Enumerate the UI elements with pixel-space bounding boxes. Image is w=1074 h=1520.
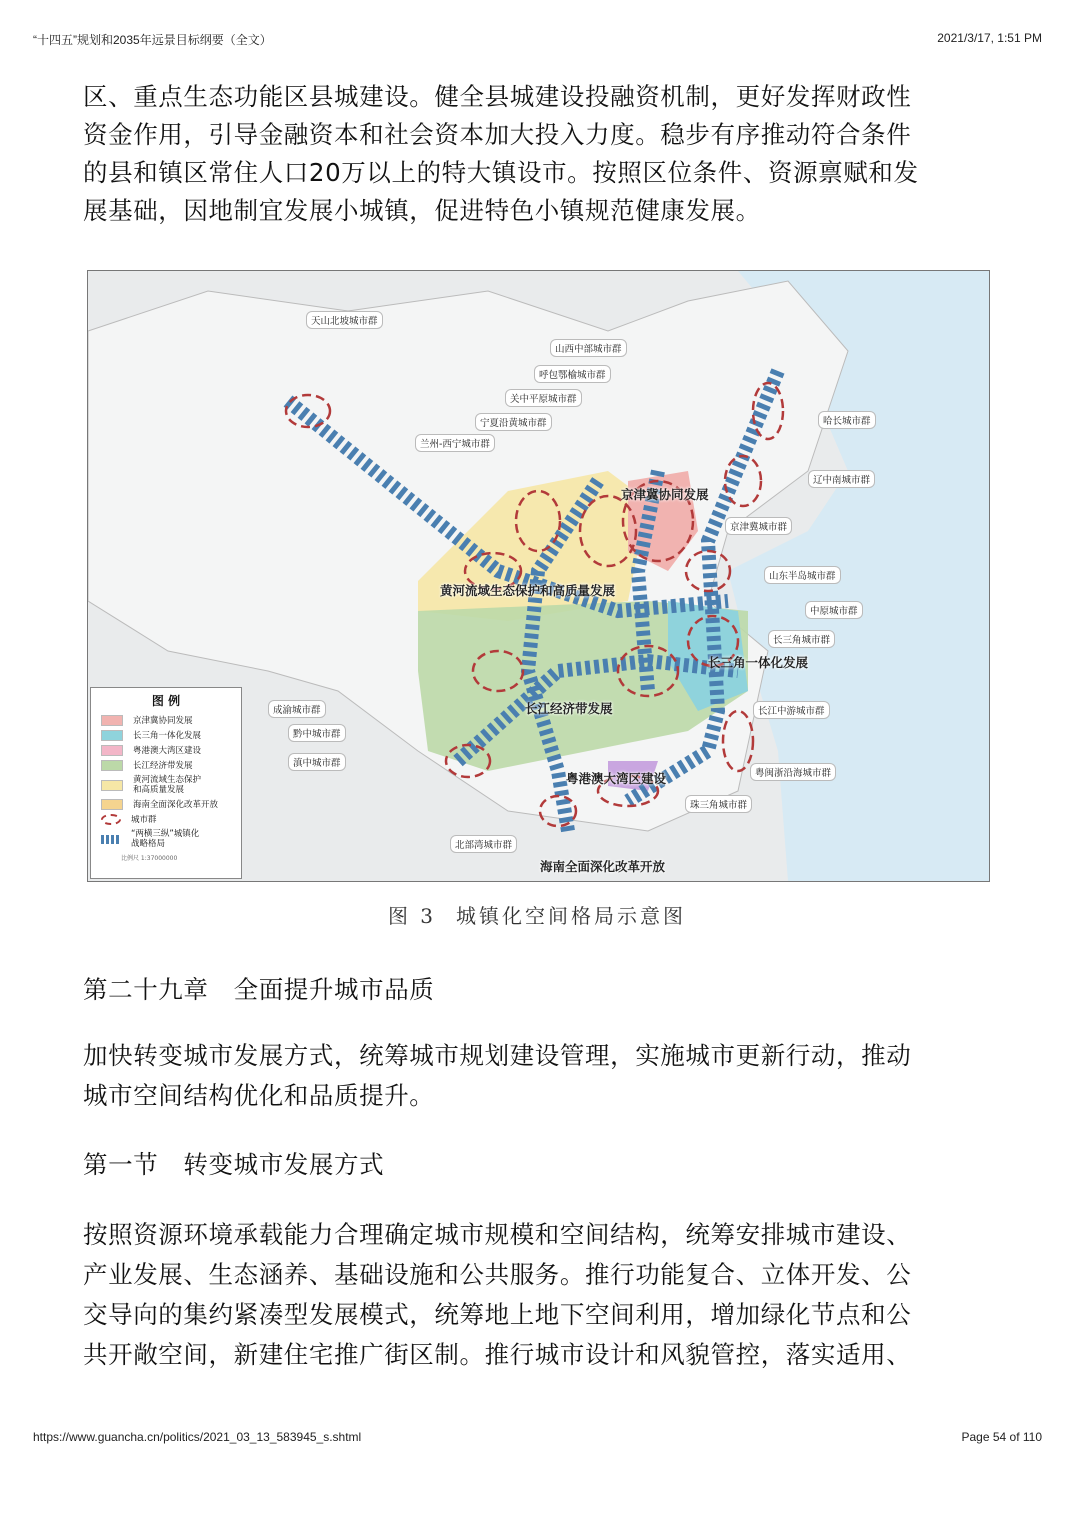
legend-item bbox=[101, 814, 241, 825]
city-cluster-label: 成渝城市群 bbox=[268, 700, 326, 718]
city-cluster-label: 呼包鄂榆城市群 bbox=[534, 365, 611, 383]
region-label: 长江经济带发展 bbox=[525, 701, 613, 716]
print-header-datetime: 2021/3/17, 1:51 PM bbox=[937, 31, 1042, 45]
map-legend bbox=[90, 687, 242, 879]
figure-number: 图 3 bbox=[387, 904, 437, 928]
text-line: 资金作用，引导金融资本和社会资本加大投入力度。稳步有序推动符合条件 bbox=[83, 120, 912, 149]
city-cluster-label: 滇中城市群 bbox=[288, 753, 346, 771]
region-label: 京津冀协同发展 bbox=[621, 487, 709, 502]
legend-scale: 比例尺 1:37000000 bbox=[121, 855, 178, 862]
legend-label: 长江经济带发展 bbox=[133, 760, 193, 771]
text-line: 加快转变城市发展方式，统筹城市规划建设管理，实施城市更新行动，推动 bbox=[83, 1041, 912, 1070]
figure-caption bbox=[0, 900, 1074, 929]
city-cluster-label: 宁夏沿黄城市群 bbox=[475, 413, 552, 431]
legend-item bbox=[101, 745, 241, 756]
city-cluster-label: 关中平原城市群 bbox=[505, 389, 582, 407]
city-cluster-label: 山西中部城市群 bbox=[550, 339, 627, 357]
text-line: 共开敞空间，新建住宅推广街区制。推行城市设计和风貌管控，落实适用、 bbox=[83, 1340, 912, 1369]
city-cluster-label: 京津冀城市群 bbox=[725, 517, 792, 535]
text-line: 按照资源环境承载能力合理确定城市规模和空间结构，统筹安排城市建设、 bbox=[83, 1220, 912, 1249]
legend-item bbox=[101, 730, 241, 741]
legend-label: “两横三纵”城镇化战略格局 bbox=[131, 829, 200, 849]
city-cluster-label: 长江中游城市群 bbox=[753, 701, 830, 719]
legend-item bbox=[101, 715, 241, 726]
print-footer-page: Page 54 of 110 bbox=[961, 1430, 1042, 1444]
city-cluster-label: 天山北坡城市群 bbox=[306, 311, 383, 329]
text-line: 区、重点生态功能区县城建设。健全县城建设投融资机制，更好发挥财政性 bbox=[83, 82, 912, 111]
text-line: 产业发展、生态涵养、基础设施和公共服务。推行功能复合、立体开发、公 bbox=[83, 1260, 912, 1289]
city-cluster-label: 辽中南城市群 bbox=[808, 470, 875, 488]
section-heading: 第一节 转变城市发展方式 bbox=[83, 1150, 385, 1179]
figure-title: 城镇化空间格局示意图 bbox=[456, 904, 687, 928]
city-cluster-label: 长三角城市群 bbox=[768, 630, 835, 648]
urbanization-map bbox=[87, 270, 990, 882]
print-footer-url: https://www.guancha.cn/politics/2021_03_13_583945_s.shtml bbox=[33, 1430, 362, 1444]
legend-item bbox=[101, 775, 241, 795]
city-cluster-label: 山东半岛城市群 bbox=[764, 566, 841, 584]
text-line: 的县和镇区常住人口20万以上的特大镇设市。按照区位条件、资源禀赋和发 bbox=[83, 158, 919, 187]
region-label: 粤港澳大湾区建设 bbox=[566, 771, 667, 786]
city-cluster-label: 粤闽浙沿海城市群 bbox=[750, 763, 836, 781]
text-line: 交导向的集约紧凑型发展模式，统筹地上地下空间利用，增加绿化节点和公 bbox=[83, 1300, 912, 1329]
legend-label: 长三角一体化发展 bbox=[133, 730, 202, 741]
city-cluster-label: 黔中城市群 bbox=[288, 724, 346, 742]
legend-label: 京津冀协同发展 bbox=[133, 715, 193, 726]
legend-label: 粤港澳大湾区建设 bbox=[133, 745, 202, 756]
region-label: 黄河流域生态保护和高质量发展 bbox=[440, 583, 616, 598]
legend-item bbox=[101, 760, 241, 771]
city-cluster-label: 珠三角城市群 bbox=[685, 795, 752, 813]
legend-title: 图 例 bbox=[151, 694, 181, 708]
text-line: 展基础，因地制宜发展小城镇，促进特色小镇规范健康发展。 bbox=[83, 196, 761, 225]
city-cluster-label: 兰州-西宁城市群 bbox=[415, 434, 495, 452]
city-cluster-label: 中原城市群 bbox=[805, 601, 863, 619]
legend-label: 海南全面深化改革开放 bbox=[133, 799, 219, 810]
legend-label: 黄河流域生态保护和高质量发展 bbox=[133, 775, 202, 795]
region-label: 长三角一体化发展 bbox=[708, 655, 809, 670]
chapter-heading: 第二十九章 全面提升城市品质 bbox=[83, 975, 435, 1004]
city-cluster-label: 北部湾城市群 bbox=[450, 835, 517, 853]
legend-label: 城市群 bbox=[131, 814, 157, 825]
legend-item bbox=[101, 799, 241, 810]
print-header-title: “十四五”规划和2035年远景目标纲要（全文） bbox=[33, 33, 272, 47]
city-cluster-label: 哈长城市群 bbox=[818, 411, 876, 429]
region-label: 海南全面深化改革开放 bbox=[540, 859, 666, 874]
legend-item bbox=[101, 829, 241, 849]
text-line: 城市空间结构优化和品质提升。 bbox=[83, 1081, 435, 1110]
